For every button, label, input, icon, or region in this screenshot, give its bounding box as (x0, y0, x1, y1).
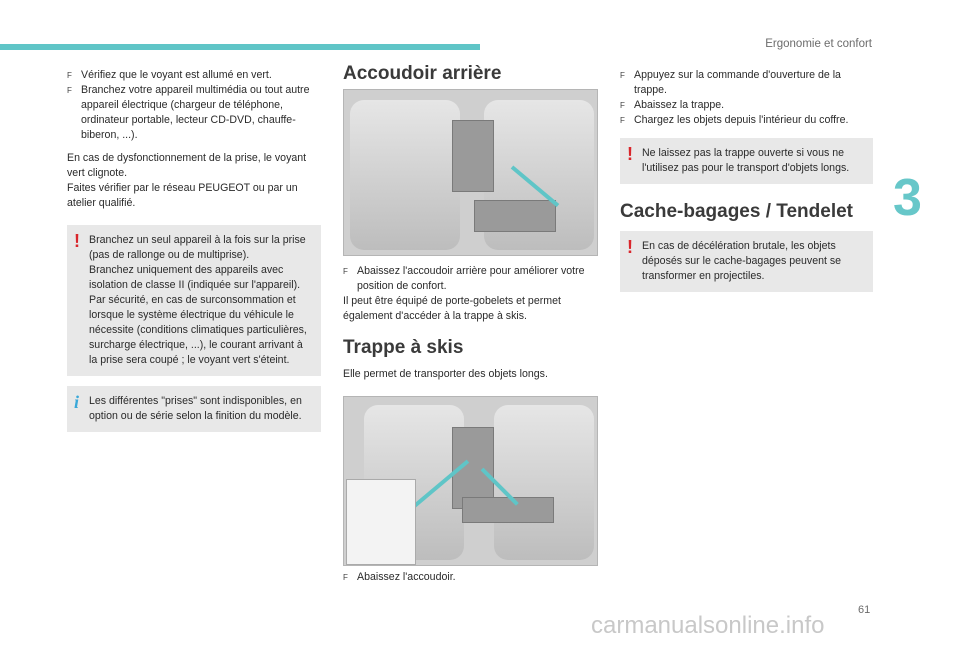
bullet-item: F Abaissez l'accoudoir arrière pour améliorer votre position de confort. (343, 265, 585, 292)
warning-text: Branchez un seul appareil à la fois sur la prise (pas de rallonge ou de multiprise). (89, 234, 306, 261)
right-column (620, 68, 873, 292)
section-title: Ergonomie et confort (765, 38, 872, 50)
warning-icon: ! (627, 144, 633, 164)
warning-text: Par sécurité, en cas de surconsommation et lorsque le système électrique du véhicule le nécessite (conditions climatiques particulières, surcharge électrique, ...), le courant arrivant à la prise sera coupé ; le voyant vert s'éteint. (89, 294, 307, 366)
chapter-number: 3 (893, 169, 922, 227)
bullet-item: F Abaissez la trappe. (620, 99, 725, 111)
bullet-icon: F (620, 116, 625, 125)
trappe-title: Trappe à skis (343, 337, 464, 358)
bullet-icon: F (620, 101, 625, 110)
page-number: 61 (858, 604, 871, 616)
paragraph: En cas de dysfonctionnement de la prise, le voyant vert clignote. (67, 152, 307, 179)
left-column (67, 68, 321, 432)
warning-box (67, 225, 321, 376)
header-accent-bar (0, 44, 480, 50)
inset-detail (346, 479, 416, 565)
bullet-item: F Abaissez l'accoudoir. (343, 571, 456, 583)
info-text: Les différentes "prises" sont indisponibles, en option ou de série selon la finition du modèle. (89, 395, 302, 422)
bullet-item: F Appuyez sur la commande d'ouverture de la trappe. (620, 69, 841, 96)
warning-box (620, 138, 873, 184)
armrest-illustration (343, 89, 598, 256)
bullet-icon: F (67, 71, 72, 80)
bullet-item: F Branchez votre appareil multimédia ou tout autre appareil électrique (chargeur de téléphone, ordinateur portable, lecteur CD-DVD, chauffe-biberon, ...). (67, 84, 310, 141)
bullet-icon: F (343, 267, 348, 276)
paragraph: Elle permet de transporter des objets longs. (343, 368, 548, 380)
warning-icon: ! (627, 237, 633, 257)
cache-title: Cache-bagages / Tendelet (620, 201, 853, 222)
warning-text: Branchez uniquement des appareils avec isolation de classe II (indiquée sur l'appareil). (89, 264, 301, 291)
warning-text: Ne laissez pas la trappe ouverte si vous ne l'utilisez pas pour le transport d'objets longs. (642, 147, 850, 174)
paragraph: Faites vérifier par le réseau PEUGEOT ou par un atelier qualifié. (67, 182, 298, 209)
info-box (67, 386, 321, 432)
bullet-icon: F (67, 86, 72, 95)
warning-icon: ! (74, 231, 80, 251)
bullet-item: F Vérifiez que le voyant est allumé en vert. (67, 69, 272, 81)
bullet-icon: F (343, 573, 348, 582)
accoudoir-title: Accoudoir arrière (343, 63, 502, 84)
middle-column (343, 63, 598, 585)
watermark-text: carmanualsonline.info (591, 612, 825, 639)
warning-box (620, 231, 873, 292)
ski-hatch-illustration (343, 396, 598, 566)
info-icon: i (74, 392, 80, 412)
paragraph: Il peut être équipé de porte-gobelets et permet également d'accéder à la trappe à skis. (343, 295, 561, 322)
bullet-icon: F (620, 71, 625, 80)
bullet-item: F Chargez les objets depuis l'intérieur du coffre. (620, 114, 849, 126)
warning-text: En cas de décélération brutale, les objets déposés sur le cache-bagages peuvent se transformer en projectiles. (642, 240, 842, 282)
